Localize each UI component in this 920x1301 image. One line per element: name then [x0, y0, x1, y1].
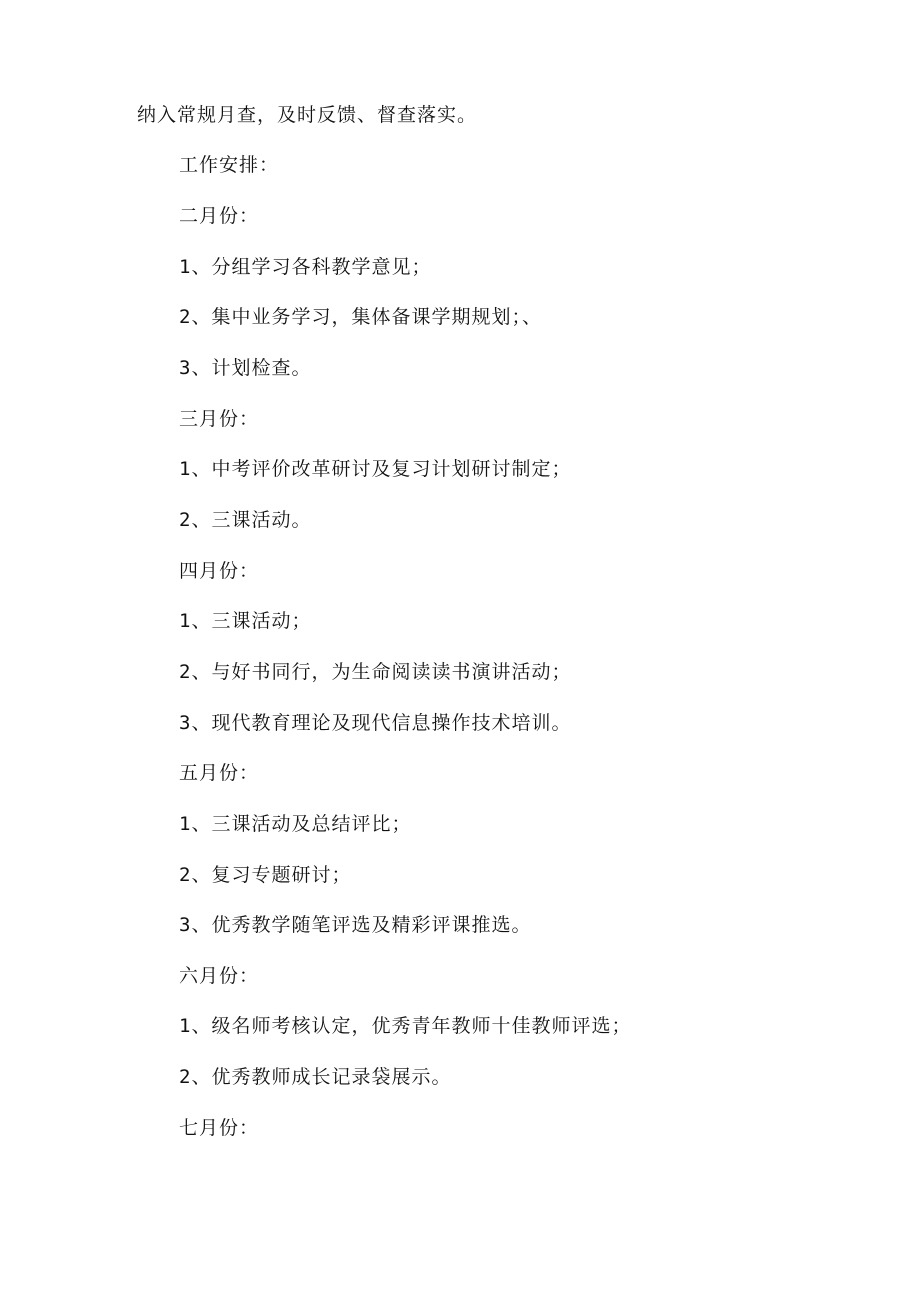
list-item: 3、现代教育理论及现代信息操作技术培训。: [179, 712, 572, 734]
list-item: 1、分组学习各科教学意见；: [179, 256, 432, 278]
month-heading: 五月份：: [179, 762, 260, 784]
month-heading: 二月份：: [179, 205, 260, 227]
list-item: 2、集中业务学习，集体备课学期规划；、: [179, 306, 542, 328]
list-item: 2、复习专题研讨；: [179, 864, 352, 886]
month-heading: 三月份：: [179, 408, 260, 430]
list-item: 2、与好书同行，为生命阅读读书演讲活动；: [179, 661, 572, 683]
month-heading: 六月份：: [179, 965, 260, 987]
list-item: 1、三课活动；: [179, 610, 312, 632]
list-item: 1、三课活动及总结评比；: [179, 813, 412, 835]
month-heading: 四月份：: [179, 560, 260, 582]
section-heading: 工作安排：: [179, 154, 280, 176]
list-item: 1、中考评价改革研讨及复习计划研讨制定；: [179, 458, 572, 480]
list-item: 3、优秀教学随笔评选及精彩评课推选。: [179, 914, 532, 936]
text-line: 纳入常规月查，及时反馈、督查落实。: [137, 104, 478, 126]
list-item: 2、三课活动。: [179, 509, 312, 531]
list-item: 2、优秀教师成长记录袋展示。: [179, 1066, 452, 1088]
list-item: 3、计划检查。: [179, 357, 312, 379]
list-item: 1、级名师考核认定，优秀青年教师十佳教师评选；: [179, 1015, 632, 1037]
month-heading: 七月份：: [179, 1117, 260, 1139]
